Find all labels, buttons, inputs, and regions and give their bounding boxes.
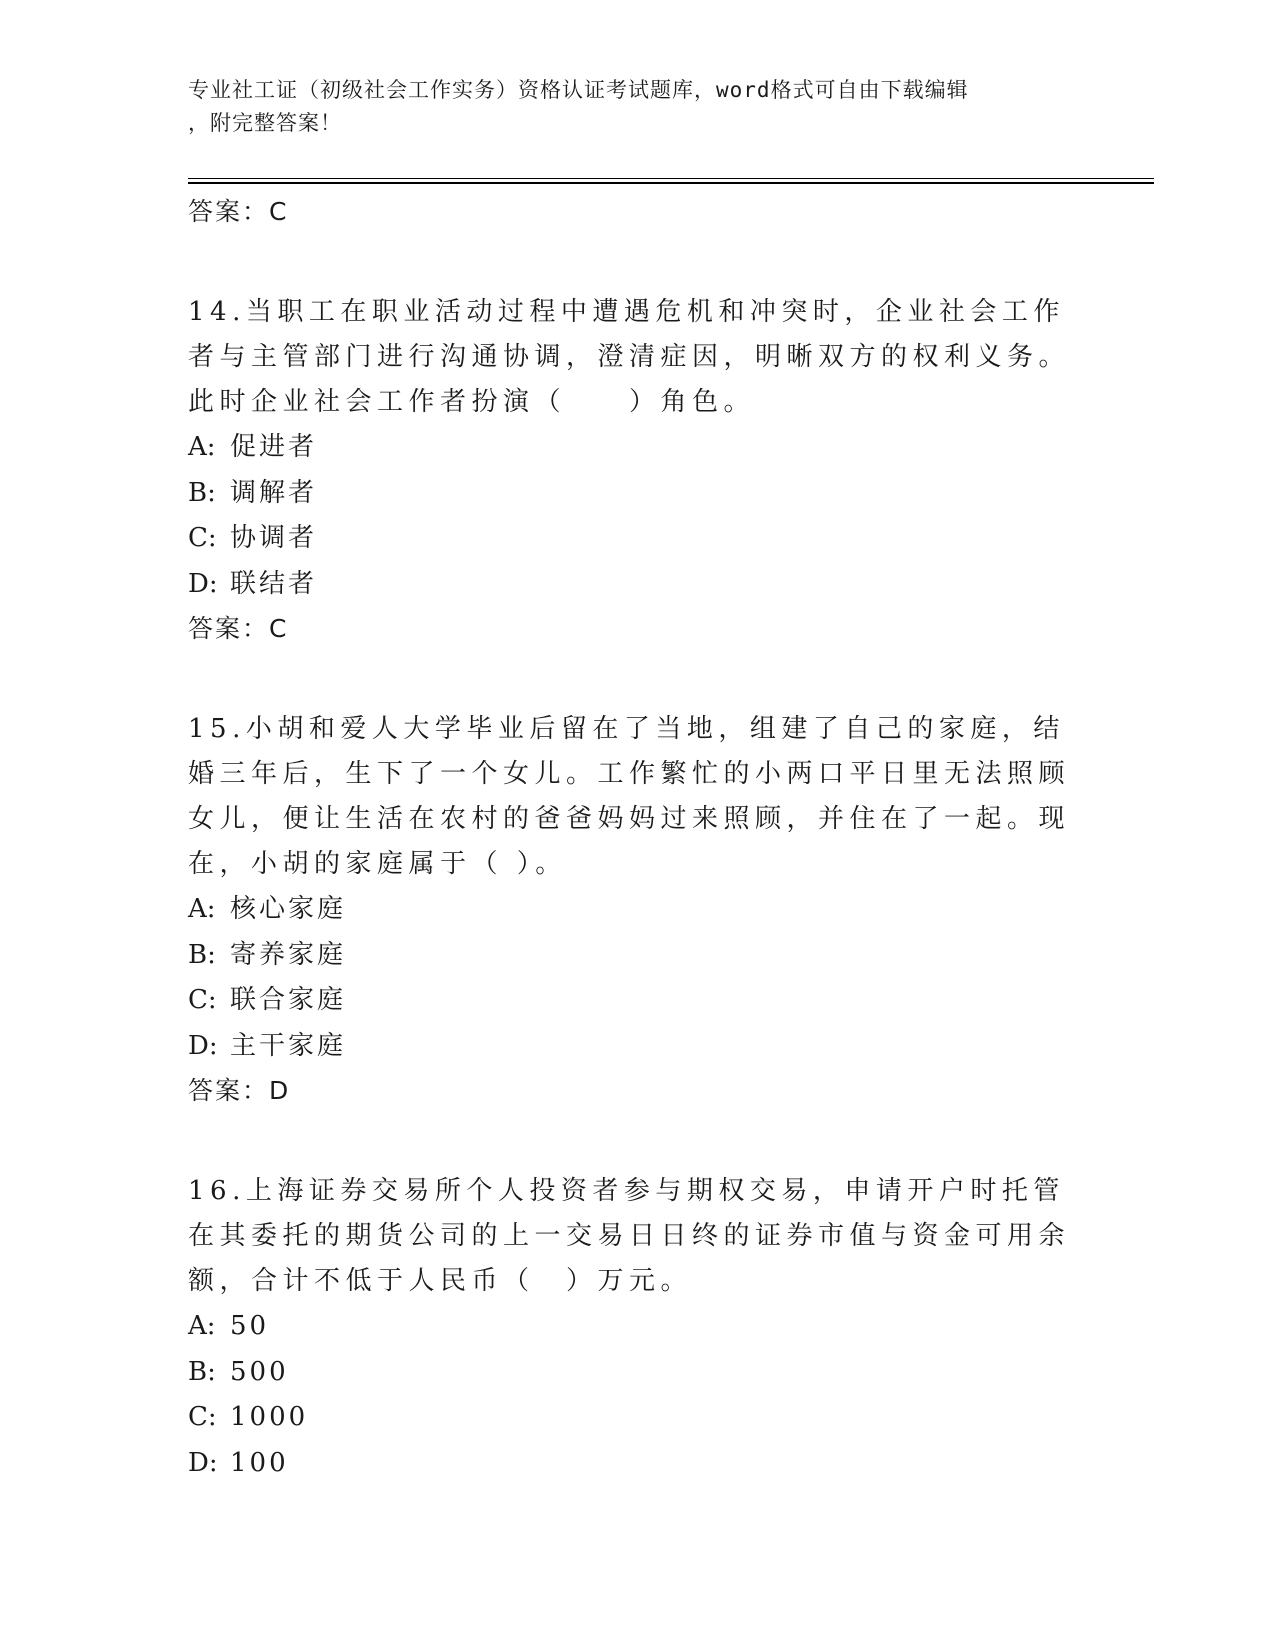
option-key: B:: [188, 939, 216, 970]
option-text: 1000: [230, 1402, 309, 1432]
option-a: [188, 887, 1088, 933]
option-c: [188, 978, 1088, 1024]
option-a: [188, 425, 1088, 471]
option-text: 联结者: [230, 568, 318, 599]
answer-line: [188, 1069, 1088, 1113]
question-15: [188, 707, 1088, 1113]
answer-line: [188, 607, 1088, 651]
answer-label: 答案：: [188, 614, 270, 643]
answer-value: C: [269, 614, 289, 643]
answer-label: 答案：: [188, 1076, 270, 1105]
option-b: [188, 933, 1088, 979]
option-key: C:: [188, 1402, 217, 1432]
answer-line: [188, 190, 1088, 234]
option-key: B:: [188, 1356, 216, 1387]
option-key: D:: [188, 1447, 218, 1478]
answer-value: D: [269, 1076, 291, 1105]
option-c: [188, 1395, 1088, 1441]
option-text: 50: [230, 1311, 270, 1341]
option-key: A:: [188, 432, 216, 462]
option-text: 核心家庭: [230, 894, 347, 924]
question-14: [188, 290, 1088, 651]
option-text: 调解者: [230, 477, 318, 508]
option-text: 主干家庭: [230, 1030, 347, 1061]
header-divider-thin: [188, 178, 1154, 179]
option-b: [188, 1350, 1088, 1396]
question-stem: 15.小胡和爱人大学毕业后留在了当地，组建了自己的家庭，结婚三年后，生下了一个女儿。工作繁忙的小两口平日里无法照顾女儿，便让生活在农村的爸爸妈妈过来照顾，并住在了一起。现在，小胡的家庭属于（ ）。: [188, 714, 1071, 879]
option-text: 协调者: [230, 523, 318, 553]
page-header-title: 专业社工证（初级社会工作实务）资格认证考试题库，word格式可自由下载编辑 ，附完整答案！: [188, 78, 969, 135]
option-list: [188, 1304, 1088, 1486]
option-text: 寄养家庭: [230, 939, 347, 970]
header-divider-thick: [188, 182, 1154, 184]
option-key: D:: [188, 1030, 218, 1061]
question-content: [188, 190, 1088, 1486]
option-text: 500: [230, 1356, 289, 1387]
option-text: 100: [230, 1447, 289, 1478]
option-key: D:: [188, 568, 218, 599]
option-key: C:: [188, 985, 217, 1015]
option-a: [188, 1304, 1088, 1350]
question-16: [188, 1169, 1088, 1486]
question-stem: 14.当职工在职业活动过程中遭遇危机和冲突时，企业社会工作者与主管部门进行沟通协调，澄清症因，明晰双方的权利义务。此时企业社会工作者扮演（ ）角色。: [188, 297, 1071, 417]
option-key: A:: [188, 1311, 216, 1341]
option-key: B:: [188, 477, 216, 508]
option-d: [188, 1441, 1088, 1487]
answer-value: C: [269, 197, 289, 226]
option-b: [188, 471, 1088, 517]
question-stem: 16.上海证券交易所个人投资者参与期权交易，申请开户时托管在其委托的期货公司的上一交易日日终的证券市值与资金可用余额，合计不低于人民币（ ）万元。: [188, 1176, 1071, 1296]
option-list: [188, 887, 1088, 1069]
answer-label: 答案：: [188, 197, 270, 226]
option-key: A:: [188, 894, 216, 924]
option-text: 促进者: [230, 432, 318, 462]
option-c: [188, 516, 1088, 562]
option-d: [188, 562, 1088, 608]
option-text: 联合家庭: [230, 985, 347, 1015]
option-key: C:: [188, 523, 217, 553]
option-list: [188, 425, 1088, 607]
option-d: [188, 1024, 1088, 1070]
